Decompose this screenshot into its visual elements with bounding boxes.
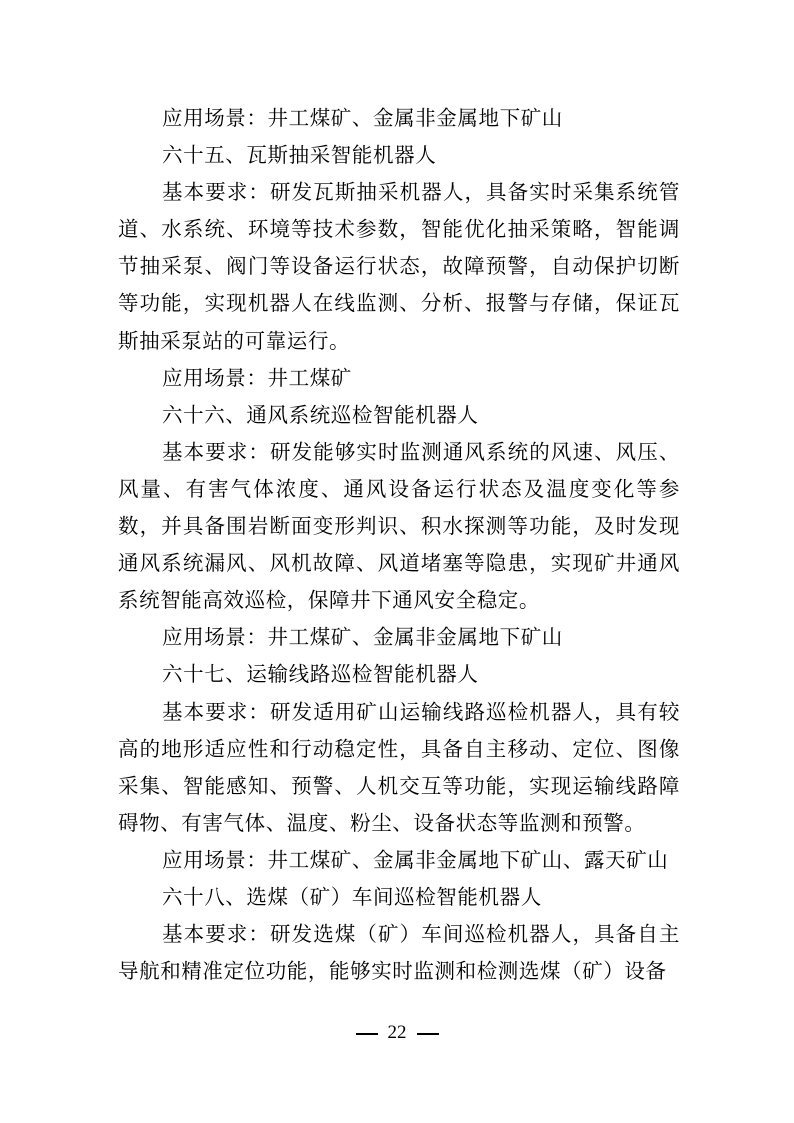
scenario-line: 应用场景：井工煤矿、金属非金属地下矿山 <box>162 106 563 130</box>
footer-dash-right <box>417 1033 439 1035</box>
requirement-paragraph-65: 基本要求：研发瓦斯抽采机器人，具备实时采集系统管道、水系统、环境等技术参数，智能优化抽采策略，智能调节抽采泵、阀门等设备运行状态，故障预警，自动保护切断等功能，实现机器人在线监测、分析、报警与存储，保证瓦斯抽采泵站的可靠运行。 <box>118 180 680 353</box>
scenario-line-66: 应用场景：井工煤矿、金属非金属地下矿山 <box>162 625 563 650</box>
page-content <box>118 100 680 990</box>
section-heading-66: 六十六、通风系统巡检智能机器人 <box>162 402 479 427</box>
section-heading-67: 六十七、运输线路巡检智能机器人 <box>162 662 479 687</box>
requirement-paragraph-68: 基本要求：研发选煤（矿）车间巡检机器人，具备自主导航和精准定位功能，能够实时监测和检测选煤（矿）设备 <box>118 922 680 984</box>
section-heading-65: 六十五、瓦斯抽采智能机器人 <box>162 143 437 168</box>
section-heading-68: 六十八、选煤（矿）车间巡检智能机器人 <box>162 884 542 909</box>
scenario-line-67: 应用场景：井工煤矿、金属非金属地下矿山、露天矿山 <box>162 847 669 872</box>
requirement-paragraph-67: 基本要求：研发适用矿山运输线路巡检机器人，具有较高的地形适应性和行动稳定性，具备自主移动、定位、图像采集、智能感知、预警、人机交互等功能，实现运输线路障碍物、有害气体、温度、粉尘、设备状态等监测和预警。 <box>118 699 680 835</box>
page-footer <box>0 1022 794 1044</box>
page-number: 22 <box>387 1022 407 1043</box>
footer-dash-left <box>356 1033 378 1035</box>
requirement-paragraph-66: 基本要求：研发能够实时监测通风系统的风速、风压、风量、有害气体浓度、通风设备运行状态及温度变化等参数，并具备围岩断面变形判识、积水探测等功能，及时发现通风系统漏风、风机故障、风道堵塞等隐患，实现矿井通风系统智能高效巡检，保障井下通风安全稳定。 <box>118 439 680 613</box>
scenario-line-65: 应用场景：井工煤矿 <box>162 365 352 390</box>
